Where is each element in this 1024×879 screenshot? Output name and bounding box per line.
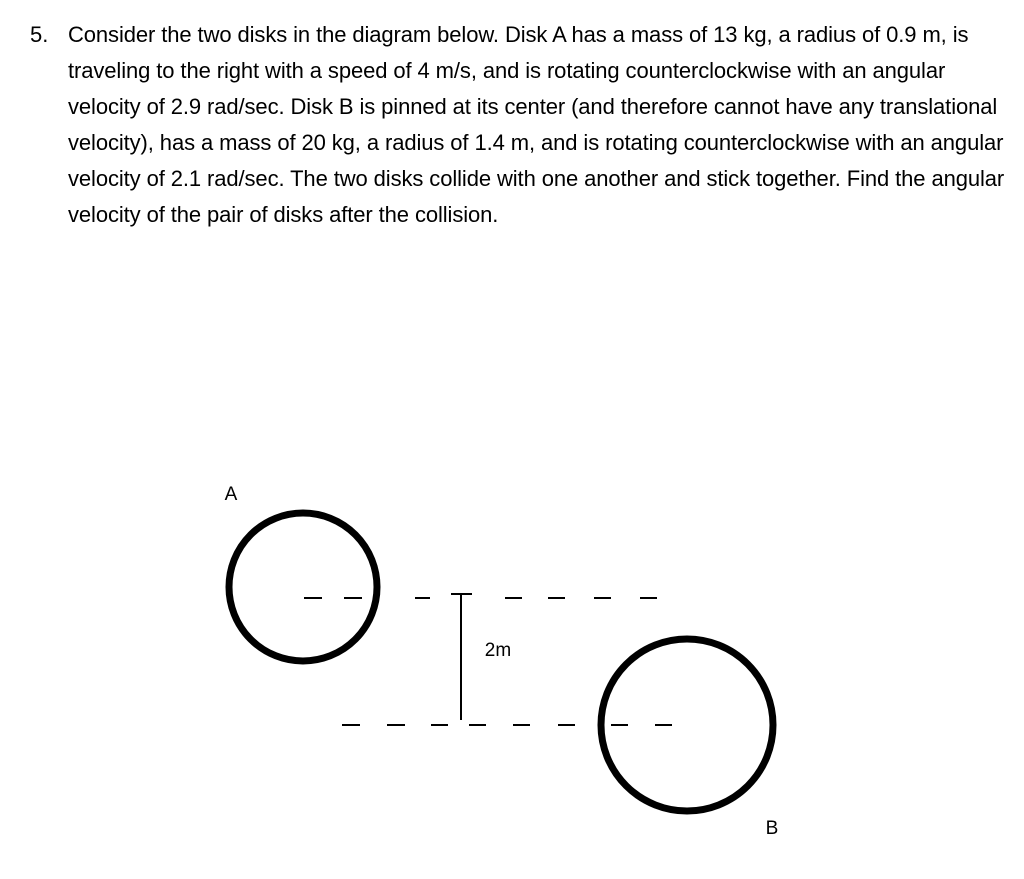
disk-a [229,513,377,661]
problem-statement [30,17,1010,233]
separation-label: 2m [484,640,512,661]
disk-a-label: A [224,484,238,505]
problem-text: Consider the two disks in the diagram below. Disk A has a mass of 13 kg, a radius of 0.9 m, is traveling to the right with a speed of 4 m/s, and is rotating counterclockwise with an angular velocity of 2.9 rad/sec. Disk B is pinned at its center (and therefore cannot have any translational velocity), has a mass of 20 kg, a radius of 1.4 m, and is rotating counterclockwise with an angular velocity of 2.1 rad/sec. The two disks collide with one another and stick together. Find the angular velocity of the pair of disks after the collision. [68,22,1005,227]
problem-number: 5. [30,22,49,47]
disk-b-label: B [765,818,779,839]
disk-b [601,639,773,811]
separation-dimension [451,594,472,720]
